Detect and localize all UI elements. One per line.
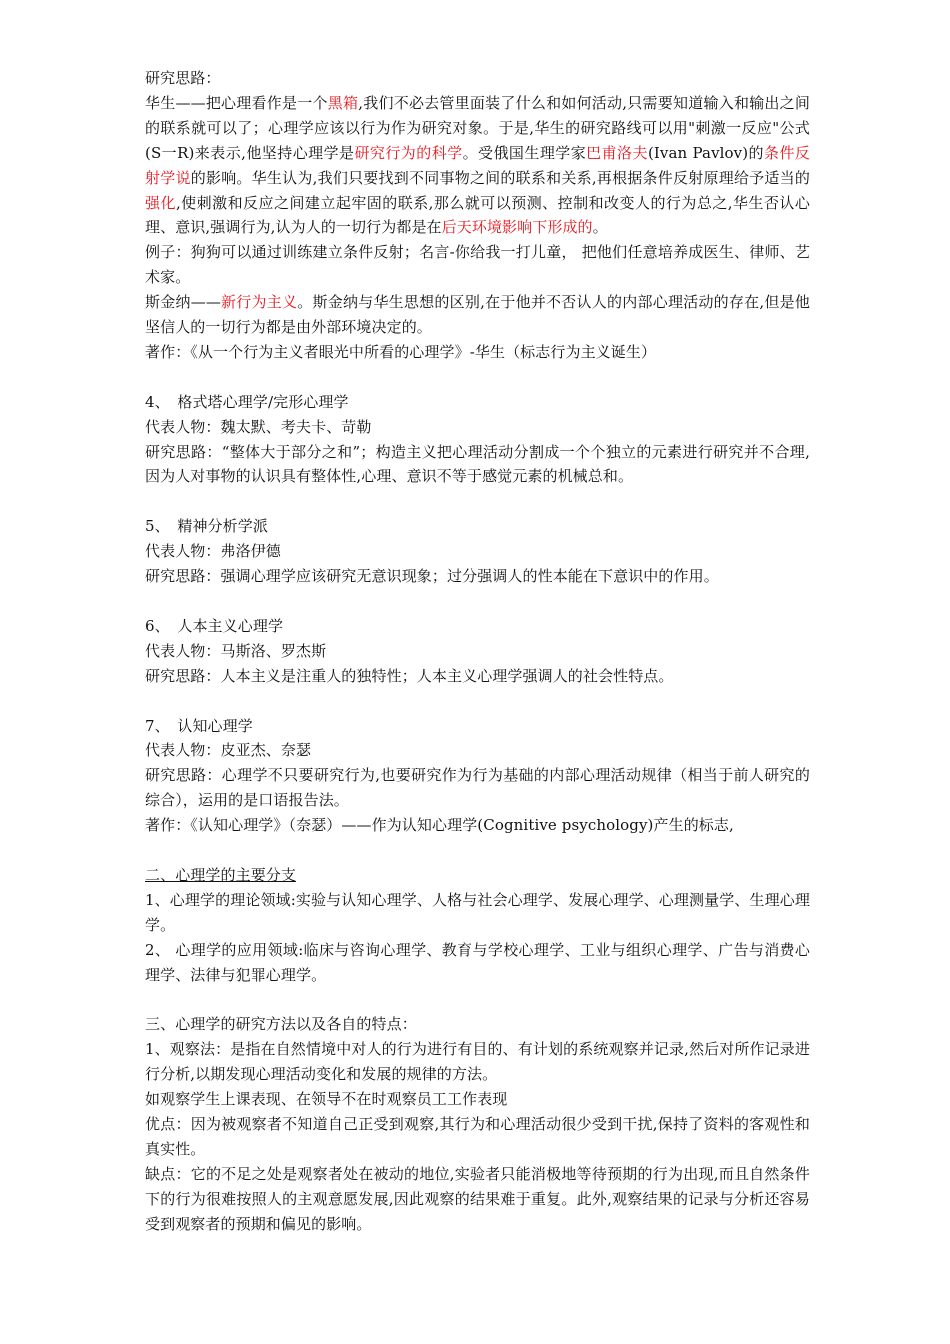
paragraph: [145, 290, 810, 340]
paragraph: [145, 763, 810, 813]
blank-line: [145, 689, 810, 714]
text-run: 代表人物：马斯洛、罗杰斯: [145, 641, 327, 660]
blank-line: [145, 589, 810, 614]
text-run: 。受俄国生理学家: [462, 143, 587, 162]
text-run: 研究思路：强调心理学应该研究无意识现象；过分强调人的性本能在下意识中的作用。: [145, 567, 719, 586]
text-run: 。: [592, 218, 608, 237]
paragraph: [145, 738, 810, 763]
highlighted-term: 新行为主义: [220, 293, 298, 312]
text-run: 1、心理学的理论领域:实验与认知心理学、人格与社会心理学、发展心理学、心理测量学、生理心理学。: [145, 890, 810, 934]
paragraph: [145, 888, 810, 938]
paragraph: [145, 863, 810, 888]
highlighted-term: 研究行为的科学: [354, 143, 463, 162]
text-run: 三、心理学的研究方法以及各自的特点：: [145, 1015, 417, 1034]
paragraph: [145, 938, 810, 988]
text-run: (Ivan Pavlov)的: [647, 143, 764, 162]
text-run: ,我们不必去管里面装了什么和如何活动,只需要知道输入和输出之间的联系就可以了；心理学应该以行为作为研究对象。于是,华生的研究路线可以用"刺激一反应"公式(S一R)来表示,他坚持心理学是: [145, 93, 811, 162]
text-run: 研究思路：“整体大于部分之和”；构造主义把心理活动分割成一个个独立的元素进行研究并不合理,因为人对事物的认识具有整体性,心理、意识不等于感觉元素的机械总和。: [145, 442, 810, 486]
text-run: 2、 心理学的应用领域:临床与咨询心理学、教育与学校心理学、工业与组织心理学、广告与消费心理学、法律与犯罪心理学。: [145, 940, 810, 984]
text-run: 7、 认知心理学: [145, 716, 253, 735]
highlighted-term: 巴甫洛夫: [586, 143, 648, 162]
paragraph: [145, 614, 810, 639]
highlighted-term: 后天环境影响下形成的: [441, 218, 593, 237]
text-run: 斯金纳——: [145, 293, 221, 312]
text-run: 5、 精神分析学派: [145, 517, 268, 536]
text-run: 6、 人本主义心理学: [145, 616, 284, 635]
text-run: 如观察学生上课表现、在领导不在时观察员工工作表现: [145, 1090, 508, 1109]
paragraph: [145, 514, 810, 539]
paragraph: [145, 564, 810, 589]
paragraph: [145, 813, 810, 838]
paragraph: [145, 415, 810, 440]
paragraph: [145, 1037, 810, 1087]
blank-line: [145, 489, 810, 514]
text-run: ,使刺激和反应之间建立起牢固的联系,那么就可以预测、控制和改变人的行为总之,华生否认心理、意识,强调行为,认为人的一切行为都是在: [145, 193, 810, 237]
text-run: 代表人物：弗洛伊德: [145, 542, 281, 561]
text-run: 代表人物：皮亚杰、奈瑟: [145, 741, 312, 760]
text-run: 的影响。华生认为,我们只要找到不同事物之间的联系和关系,再根据条件反射原理给予适当的: [190, 168, 810, 187]
paragraph: [145, 1012, 810, 1037]
paragraph: [145, 1087, 810, 1112]
paragraph: [145, 539, 810, 564]
text-run: 代表人物：魏太默、考夫卡、苛勒: [145, 417, 372, 436]
text-run: 研究思路：: [145, 69, 221, 87]
highlighted-term: 黑箱: [327, 93, 359, 112]
paragraph: [145, 390, 810, 415]
paragraph: [145, 66, 810, 91]
blank-line: [145, 987, 810, 1012]
text-run: 缺点：它的不足之处是观察者处在被动的地位,实验者只能消极地等待预期的行为出现,而且自然条件下的行为很难按照人的主观意愿发展,因此观察的结果难于重复。此外,观察结果的记录与分析还容易受到观察者的预期和偏见的影响。: [145, 1164, 810, 1233]
text-run: 研究思路：心理学不只要研究行为,也要研究作为行为基础的内部心理活动规律（相当于前人研究的综合），运用的是口语报告法。: [145, 766, 810, 810]
text-run: 华生——把心理看作是一个: [145, 93, 328, 112]
paragraph: [145, 1112, 810, 1162]
text-run: 例子：狗狗可以通过训练建立条件反射；名言-你给我一打儿童， 把他们任意培养成医生、律师、艺术家。: [145, 243, 810, 287]
paragraph: [145, 1162, 810, 1237]
section-heading: 二、心理学的主要分支: [145, 865, 297, 884]
blank-line: [145, 838, 810, 863]
highlighted-term: 强化: [145, 193, 176, 212]
highlighted-term: 条件反射学说: [145, 143, 810, 187]
paragraph: [145, 340, 810, 365]
text-run: 。斯金纳与华生思想的区别,在于他并不否认人的内部心理活动的存在,但是他坚信人的一切行为都是由外部环境决定的。: [145, 293, 810, 337]
text-run: 4、 格式塔心理学/完形心理学: [145, 392, 349, 411]
text-run: 研究思路：人本主义是注重人的独特性；人本主义心理学强调人的社会性特点。: [145, 666, 674, 685]
paragraph: [145, 714, 810, 739]
blank-line: [145, 365, 810, 390]
paragraph: [145, 639, 810, 664]
paragraph: [145, 664, 810, 689]
text-run: 著作：《认知心理学》（奈瑟）——作为认知心理学(Cognitive psychology)产生的标志,: [145, 816, 734, 835]
text-run: 著作：《从一个行为主义者眼光中所看的心理学》-华生（标志行为主义诞生）: [145, 342, 657, 361]
text-run: 优点：因为被观察者不知道自己正受到观察,其行为和心理活动很少受到干扰,保持了资料的客观性和真实性。: [145, 1114, 810, 1158]
text-run: 1、观察法：是指在自然情境中对人的行为进行有目的、有计划的系统观察并记录,然后对所作记录进行分析,以期发现心理活动变化和发展的规律的方法。: [145, 1040, 810, 1084]
document-page: [145, 66, 810, 1237]
paragraph: [145, 240, 810, 290]
paragraph: [145, 440, 810, 490]
paragraph: [145, 91, 810, 240]
